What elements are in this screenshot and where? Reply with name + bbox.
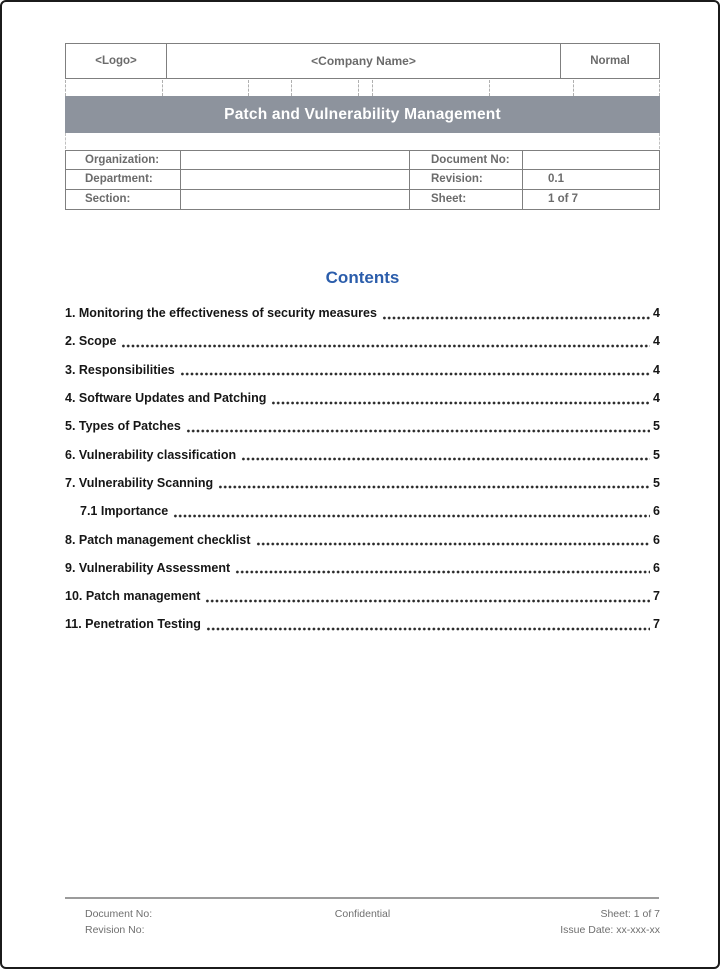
toc-entry-page: 4 xyxy=(653,334,660,349)
contents-heading: Contents xyxy=(325,268,400,287)
doc-class-cell xyxy=(561,44,659,78)
footer xyxy=(65,906,660,938)
footer-right-block xyxy=(460,906,660,938)
footer-sheet: Sheet: 1 of 7 xyxy=(600,908,660,920)
footer-left-block xyxy=(65,906,265,938)
toc-entry-page: 6 xyxy=(653,504,660,519)
toc-entry-7-1[interactable] xyxy=(65,497,660,525)
dashed-spacer-row xyxy=(65,80,660,96)
toc-entry-11[interactable] xyxy=(65,610,660,638)
footer-issue-date: Issue Date: xx-xxx-xx xyxy=(560,924,660,936)
toc-entry-label: 1. Monitoring the effectiveness of security measures xyxy=(65,306,377,321)
department-value-field[interactable] xyxy=(181,170,410,189)
toc-entry-2[interactable] xyxy=(65,327,660,355)
toc-entry-1[interactable] xyxy=(65,299,660,327)
company-name-cell xyxy=(167,44,561,78)
toc-entry-page: 5 xyxy=(653,419,660,434)
title-banner xyxy=(65,96,660,133)
toc-entry-5[interactable] xyxy=(65,412,660,440)
logo-placeholder-cell xyxy=(66,44,167,78)
toc-entry-label: 10. Patch management xyxy=(65,589,201,604)
toc-entry-page: 7 xyxy=(653,589,660,604)
toc-entry-7[interactable] xyxy=(65,469,660,497)
doc-class-text: Normal xyxy=(590,55,630,67)
toc-entry-page: 4 xyxy=(653,391,660,406)
header-table xyxy=(65,43,660,79)
dotted-leader xyxy=(180,373,650,376)
toc-entry-label: 9. Vulnerability Assessment xyxy=(65,560,231,575)
company-name-text: <Company Name> xyxy=(311,54,416,68)
toc-entry-8[interactable] xyxy=(65,525,660,553)
dotted-leader xyxy=(256,543,651,546)
toc-entry-page: 4 xyxy=(653,306,660,321)
sheet-value: 1 of 7 xyxy=(548,193,579,206)
toc-entry-label: 4. Software Updates and Patching xyxy=(65,391,267,406)
toc-entry-9[interactable] xyxy=(65,554,660,582)
toc-entry-page: 6 xyxy=(653,560,660,575)
info-label-section: Section: xyxy=(66,190,181,209)
toc-entry-page: 6 xyxy=(653,532,660,547)
toc-entry-page: 5 xyxy=(653,447,660,462)
dotted-leader xyxy=(205,599,650,602)
dotted-leader xyxy=(173,514,650,517)
toc-entry-page: 7 xyxy=(653,617,660,632)
toc-entry-3[interactable] xyxy=(65,356,660,384)
dashed-gap xyxy=(65,133,660,149)
toc-entry-10[interactable] xyxy=(65,582,660,610)
toc-entry-page: 4 xyxy=(653,362,660,377)
dotted-leader xyxy=(186,429,650,432)
toc-entry-label: 7.1 Importance xyxy=(80,504,169,519)
dotted-leader xyxy=(121,344,650,347)
dotted-leader xyxy=(382,316,650,319)
toc-entry-label: 5. Types of Patches xyxy=(65,419,181,434)
info-label-document-no: Document No: xyxy=(410,151,523,170)
info-label-department: Department: xyxy=(66,170,181,189)
footer-document-no: Document No: xyxy=(85,908,153,920)
toc-entry-label: 6. Vulnerability classification xyxy=(65,447,237,462)
table-of-contents xyxy=(65,299,660,639)
dotted-leader xyxy=(218,486,650,489)
toc-entry-label: 8. Patch management checklist xyxy=(65,532,251,547)
toc-entry-4[interactable] xyxy=(65,384,660,412)
toc-entry-label: 7. Vulnerability Scanning xyxy=(65,475,214,490)
organization-value-field[interactable] xyxy=(181,151,410,170)
document-title: Patch and Vulnerability Management xyxy=(224,105,501,123)
toc-entry-page: 5 xyxy=(653,475,660,490)
document-no-value-field[interactable] xyxy=(523,151,659,170)
info-table xyxy=(65,150,660,210)
dotted-leader xyxy=(206,627,650,630)
dotted-leader xyxy=(235,571,650,574)
toc-entry-label: 11. Penetration Testing xyxy=(65,617,201,632)
footer-confidential: Confidential xyxy=(334,908,391,920)
section-value-field[interactable] xyxy=(181,190,410,209)
info-label-organization: Organization: xyxy=(66,151,181,170)
logo-placeholder-text: <Logo> xyxy=(95,55,137,67)
toc-entry-6[interactable] xyxy=(65,440,660,468)
revision-value: 0.1 xyxy=(523,170,659,189)
info-label-revision: Revision: xyxy=(410,170,523,189)
dotted-leader xyxy=(271,401,650,404)
footer-divider xyxy=(65,897,659,899)
toc-entry-label: 3. Responsibilities xyxy=(65,362,175,377)
toc-entry-label: 2. Scope xyxy=(65,334,117,349)
info-label-sheet: Sheet: xyxy=(410,190,523,209)
footer-revision-no: Revision No: xyxy=(85,924,145,936)
dotted-leader xyxy=(241,458,650,461)
